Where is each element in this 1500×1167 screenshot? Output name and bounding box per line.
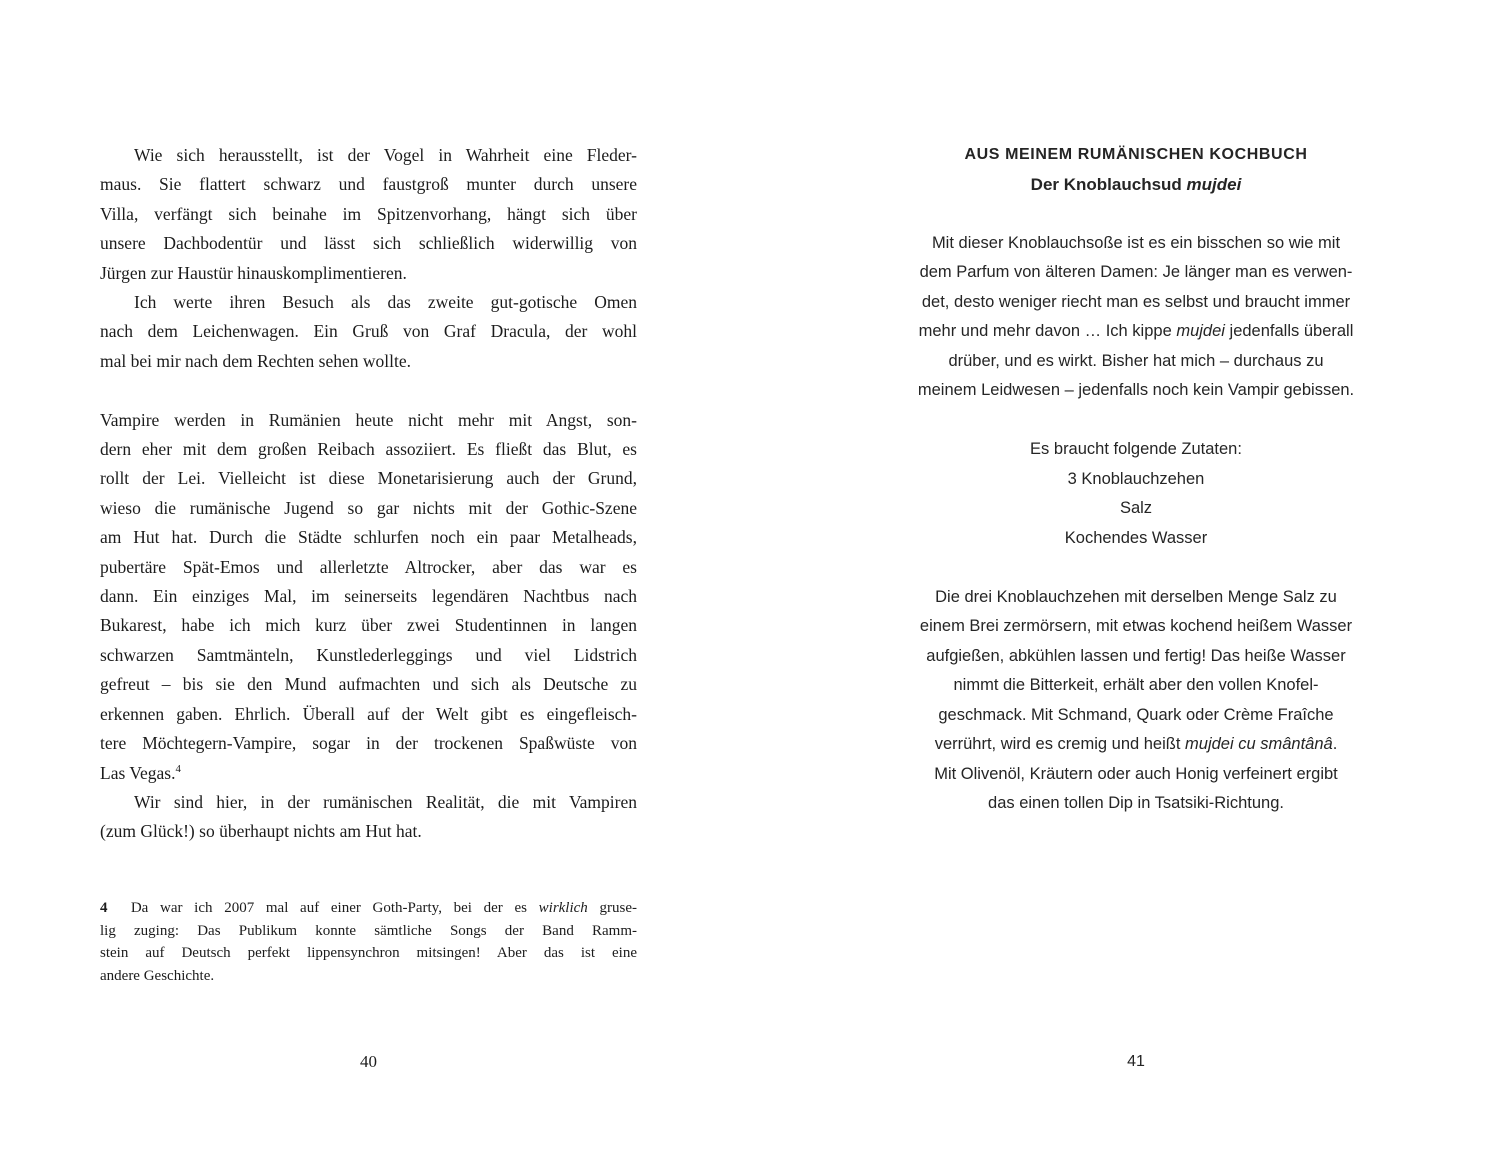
- text-line: schwarzen Samtmänteln, Kunstlederleggings und viel Lidstrich: [100, 644, 637, 665]
- footnote-lines: [100, 897, 637, 987]
- text-line: nach dem Leichenwagen. Ein Gruß von Graf Dracula, der wohl: [100, 321, 637, 342]
- text-line: Mit dieser Knoblauchsoße ist es ein bisschen so wie mit: [931, 233, 1341, 252]
- text-line: drüber, und es wirkt. Bisher hat mich – durchaus zu: [948, 351, 1324, 370]
- text-line: maus. Sie flattert schwarz und faustgroß munter durch unsere: [100, 174, 637, 195]
- left-page-paragraphs: [100, 141, 637, 847]
- text-line: verrührt, wird es cremig und heißt mujdei cu smântânâ.: [934, 735, 1338, 753]
- text-line: Ich werte ihren Besuch als das zweite gut-gotische Omen: [134, 292, 637, 313]
- text-line: Es braucht folgende Zutaten:: [1030, 440, 1242, 458]
- paragraph: [100, 141, 637, 288]
- text-line: Jürgen zur Haustür hinauskomplimentieren.: [100, 262, 407, 283]
- text-line: Wie sich herausstellt, ist der Vogel in Wahrheit eine Fleder-: [134, 145, 637, 165]
- text-line: gefreut – bis sie den Mund aufmachten und sich als Deutsche zu: [100, 674, 637, 695]
- text-line: det, desto weniger riecht man es selbst und braucht immer: [921, 292, 1351, 311]
- text-line: Bukarest, habe ich mich kurz über zwei Studentinnen in langen: [100, 615, 637, 636]
- page-number-right: 41: [1127, 1053, 1145, 1070]
- text-line: 3 Knoblauchzehen: [1067, 469, 1205, 488]
- text-line: rollt der Lei. Vielleicht ist diese Monetarisierung auch der Grund,: [100, 468, 637, 489]
- right-page-body: [880, 140, 1392, 819]
- text-line: mehr und mehr davon … Ich kippe mujdei jedenfalls überall: [918, 322, 1354, 340]
- footnote: [100, 897, 637, 987]
- text-line: aufgießen, abkühlen lassen und fertig! Das heiße Wasser: [926, 646, 1346, 665]
- text-line: dern eher mit dem großen Reibach assoziiert. Es fließt das Blut, es: [100, 439, 637, 460]
- left-page-body: [100, 141, 637, 847]
- text-line: Vampire werden in Rumänien heute nicht mehr mit Angst, son-: [100, 409, 637, 430]
- text-line: 4 Da war ich 2007 mal auf einer Goth-Party, bei der es wirklich gruse-: [100, 900, 637, 916]
- text-line: andere Geschichte.: [100, 967, 215, 984]
- text-line: Der Knoblauchsud mujdei: [1030, 174, 1242, 194]
- text-line: mal bei mir nach dem Rechten sehen wollte.: [100, 350, 412, 371]
- paragraph: [100, 288, 637, 376]
- paragraph: [100, 788, 637, 847]
- recipe-paragraph: [880, 583, 1392, 819]
- text-line: nimmt die Bitterkeit, erhält aber den vollen Knofel-: [953, 676, 1319, 694]
- text-line: Die drei Knoblauchzehen mit derselben Menge Salz zu: [935, 587, 1337, 606]
- text-line: Salz: [1119, 499, 1153, 517]
- text-line: Kochendes Wasser: [1064, 528, 1208, 547]
- text-line: erkennen gaben. Ehrlich. Überall auf der Welt gibt es eingefleisch-: [100, 703, 637, 724]
- text-line: lig zuging: Das Publikum konnte sämtliche Songs der Band Ramm-: [100, 922, 637, 939]
- text-line: (zum Glück!) so überhaupt nichts am Hut hat.: [100, 821, 422, 842]
- text-line: Mit Olivenöl, Kräutern oder auch Honig verfeinert ergibt: [934, 764, 1338, 783]
- text-line: geschmack. Mit Schmand, Quark oder Crème Fraîche: [938, 705, 1334, 724]
- recipe-kicker: [880, 140, 1392, 170]
- paragraph: [100, 406, 637, 788]
- text-line: Wir sind hier, in der rumänischen Realität, die mit Vampiren: [134, 791, 637, 812]
- text-line: einem Brei zermörsern, mit etwas kochend heißem Wasser: [919, 617, 1353, 635]
- text-line: stein auf Deutsch perfekt lippensynchron mitsingen! Aber das ist eine: [100, 945, 637, 962]
- text-line: dann. Ein einziges Mal, im seinerseits legendären Nachtbus nach: [100, 586, 637, 607]
- text-line: unsere Dachbodentür und lässt sich schließlich widerwillig von: [100, 233, 637, 254]
- recipe-title: [880, 170, 1392, 200]
- text-line: am Hut hat. Durch die Städte schlurfen noch ein paar Metalheads,: [100, 527, 637, 548]
- page-number-left: 40: [360, 1052, 377, 1071]
- right-page-blocks: [880, 140, 1392, 819]
- text-line: tere Möchtegern-Vampire, sogar in der trockenen Spaßwüste von: [100, 733, 637, 754]
- text-line: dem Parfum von älteren Damen: Je länger man es verwen-: [919, 263, 1353, 281]
- text-line: pubertäre Spät-Emos und allerletzte Altrocker, aber das war es: [100, 556, 637, 577]
- recipe-paragraph: [880, 229, 1392, 406]
- text-line: AUS MEINEM RUMÄNISCHEN KOCHBUCH: [964, 146, 1308, 163]
- text-line: Las Vegas.$^4$: [100, 762, 181, 783]
- text-line: Villa, verfängt sich beinahe im Spitzenvorhang, hängt sich über: [100, 203, 637, 224]
- text-line: wieso die rumänische Jugend so gar nichts mit der Gothic-Szene: [100, 497, 637, 518]
- text-line: meinem Leidwesen – jedenfalls noch kein Vampir gebissen.: [917, 381, 1355, 399]
- text-line: das einen tollen Dip in Tsatsiki-Richtung.: [988, 794, 1284, 812]
- recipe-paragraph: [880, 435, 1392, 553]
